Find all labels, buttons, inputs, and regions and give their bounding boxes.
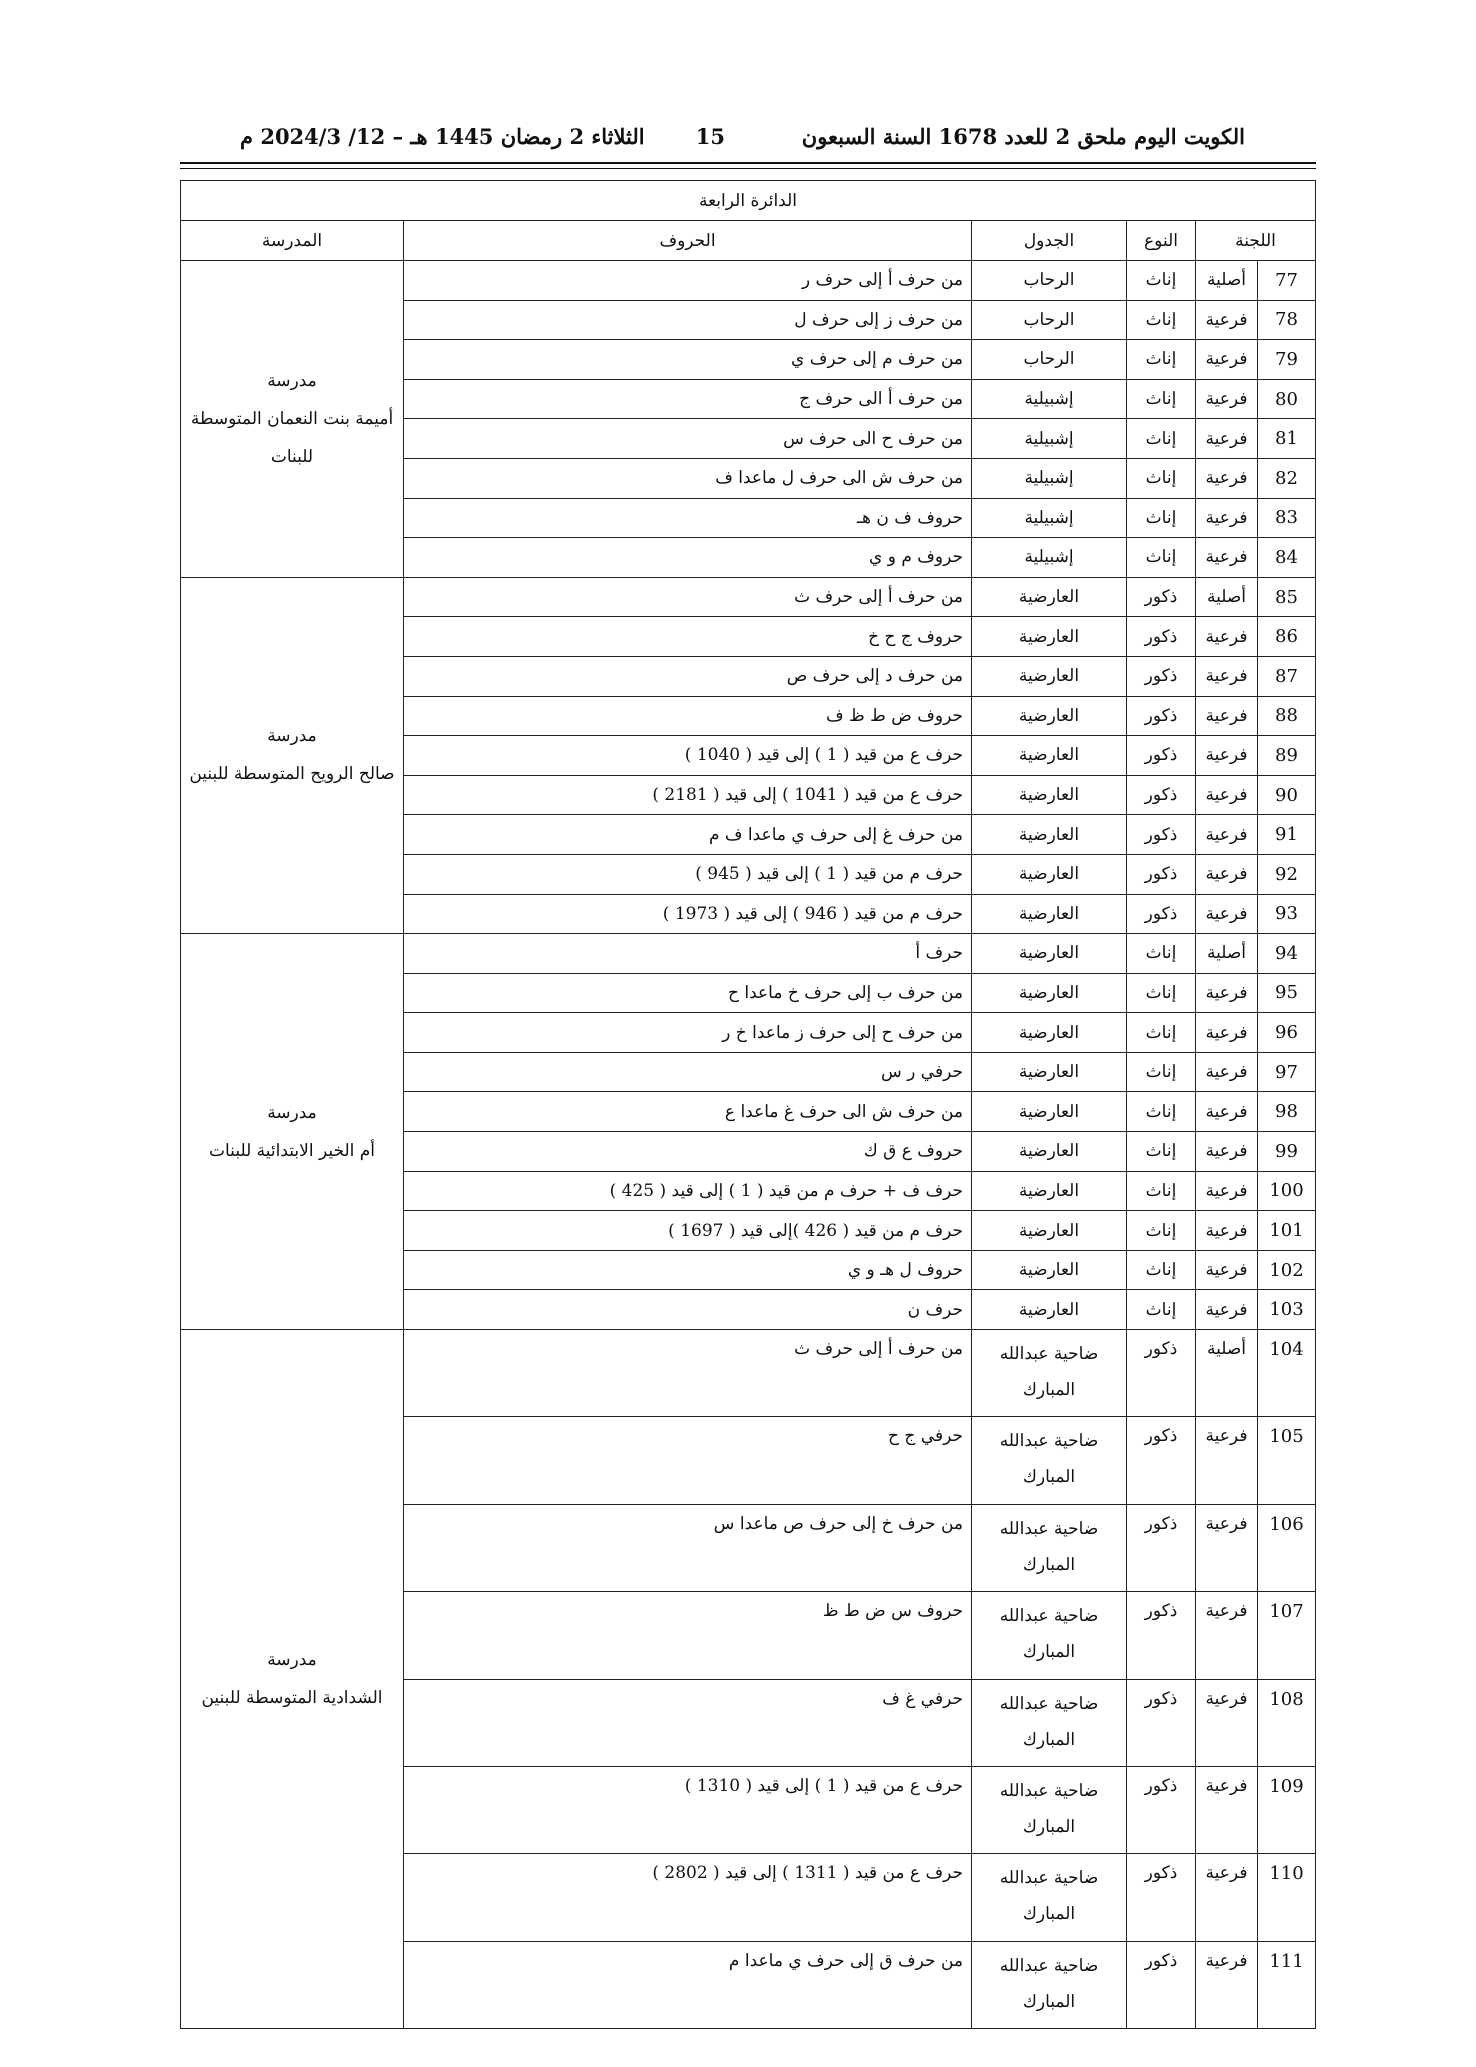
area-table-line: المبارك xyxy=(1022,1816,1076,1837)
committee-kind: أصلية xyxy=(1196,577,1258,617)
letters-range: من حرف ح إلى حرف ز ماعدا خ ر xyxy=(404,1013,972,1053)
letters-range: حرف م من قيد ( 1 ) إلى قيد ( 945 ) xyxy=(404,854,972,894)
committee-number: 104 xyxy=(1258,1330,1316,1417)
area-table-line: ضاحية عبدالله xyxy=(999,1518,1099,1539)
committee-kind: فرعية xyxy=(1196,1132,1258,1172)
voter-type: إناث xyxy=(1127,300,1196,340)
letters-range: من حرف خ إلى حرف ص ماعدا س xyxy=(404,1504,972,1591)
committee-number: 100 xyxy=(1258,1171,1316,1211)
letters-range: حرف م من قيد ( 946 ) إلى قيد ( 1973 ) xyxy=(404,894,972,934)
committee-kind: فرعية xyxy=(1196,498,1258,538)
area-table: الرحاب xyxy=(972,261,1127,301)
committee-kind: فرعية xyxy=(1196,775,1258,815)
committee-number: 103 xyxy=(1258,1290,1316,1330)
area-table xyxy=(972,1504,1127,1591)
voter-type: إناث xyxy=(1127,419,1196,459)
letters-range: حروف م و ي xyxy=(404,538,972,578)
letters-range: حرفي ج ح xyxy=(404,1417,972,1504)
committee-kind: فرعية xyxy=(1196,1941,1258,2028)
committee-kind: فرعية xyxy=(1196,1171,1258,1211)
committee-kind: فرعية xyxy=(1196,1679,1258,1766)
area-table: العارضية xyxy=(972,934,1127,974)
table-header-row xyxy=(181,221,1316,261)
area-table xyxy=(972,1330,1127,1417)
committee-number: 79 xyxy=(1258,340,1316,380)
area-table: العارضية xyxy=(972,696,1127,736)
header-rule-thin xyxy=(180,168,1316,169)
table-title: الدائرة الرابعة xyxy=(181,181,1316,221)
col-table: الجدول xyxy=(972,221,1127,261)
school-name-line: الشدادية المتوسطة للبنين xyxy=(201,1688,383,1709)
letters-range: حروف ف ن هـ xyxy=(404,498,972,538)
voter-type: ذكور xyxy=(1127,1417,1196,1504)
area-table-line: ضاحية عبدالله xyxy=(999,1955,1099,1976)
area-table-line: ضاحية عبدالله xyxy=(999,1868,1099,1889)
area-table: العارضية xyxy=(972,1092,1127,1132)
col-school: المدرسة xyxy=(181,221,404,261)
committee-kind: فرعية xyxy=(1196,1211,1258,1251)
committee-number: 106 xyxy=(1258,1504,1316,1591)
area-table-line: المبارك xyxy=(1022,1467,1076,1488)
committee-kind: فرعية xyxy=(1196,1417,1258,1504)
committee-kind: فرعية xyxy=(1196,1766,1258,1853)
letters-range: حروف ج ح خ xyxy=(404,617,972,657)
voter-type: إناث xyxy=(1127,1211,1196,1251)
table-row xyxy=(181,261,1316,301)
school-name-line: أم الخير الابتدائية للبنات xyxy=(209,1140,375,1161)
committee-kind: فرعية xyxy=(1196,1092,1258,1132)
voter-type: ذكور xyxy=(1127,1330,1196,1417)
col-type: النوع xyxy=(1127,221,1196,261)
committee-kind: فرعية xyxy=(1196,1854,1258,1941)
area-table-line: ضاحية عبدالله xyxy=(999,1344,1099,1365)
voter-type: ذكور xyxy=(1127,1504,1196,1591)
area-table: العارضية xyxy=(972,1211,1127,1251)
letters-range: حرفي غ ف xyxy=(404,1679,972,1766)
letters-range: من حرف ش الى حرف ل ماعدا ف xyxy=(404,458,972,498)
area-table: إشبيلية xyxy=(972,458,1127,498)
letters-range: من حرف ح الى حرف س xyxy=(404,419,972,459)
committee-number: 90 xyxy=(1258,775,1316,815)
committee-kind: فرعية xyxy=(1196,736,1258,776)
committee-kind: أصلية xyxy=(1196,934,1258,974)
committee-number: 83 xyxy=(1258,498,1316,538)
committee-kind: فرعية xyxy=(1196,1013,1258,1053)
committee-number: 92 xyxy=(1258,854,1316,894)
area-table-line: المبارك xyxy=(1022,1380,1076,1401)
area-table: الرحاب xyxy=(972,300,1127,340)
voter-type: ذكور xyxy=(1127,854,1196,894)
area-table xyxy=(972,1854,1127,1941)
area-table: العارضية xyxy=(972,815,1127,855)
committee-kind: فرعية xyxy=(1196,696,1258,736)
area-table-line: المبارك xyxy=(1022,1554,1076,1575)
table-row xyxy=(181,934,1316,974)
area-table-line: ضاحية عبدالله xyxy=(999,1693,1099,1714)
committee-kind: أصلية xyxy=(1196,261,1258,301)
committee-kind: فرعية xyxy=(1196,815,1258,855)
voter-type: إناث xyxy=(1127,934,1196,974)
committee-number: 88 xyxy=(1258,696,1316,736)
letters-range: من حرف غ إلى حرف ي ماعدا ف م xyxy=(404,815,972,855)
committee-number: 81 xyxy=(1258,419,1316,459)
area-table: العارضية xyxy=(972,854,1127,894)
committee-kind: فرعية xyxy=(1196,538,1258,578)
voter-type: ذكور xyxy=(1127,1941,1196,2028)
letters-range: من حرف ز إلى حرف ل xyxy=(404,300,972,340)
letters-range: حرف ع من قيد ( 1041 ) إلى قيد ( 2181 ) xyxy=(404,775,972,815)
letters-range: من حرف د إلى حرف ص xyxy=(404,656,972,696)
table-row xyxy=(181,577,1316,617)
letters-range: من حرف م إلى حرف ي xyxy=(404,340,972,380)
area-table-line: ضاحية عبدالله xyxy=(999,1431,1099,1452)
area-table: إشبيلية xyxy=(972,379,1127,419)
area-table: الرحاب xyxy=(972,340,1127,380)
committee-number: 107 xyxy=(1258,1592,1316,1679)
voter-type: إناث xyxy=(1127,1132,1196,1172)
col-committee: اللجنة xyxy=(1196,221,1316,261)
committee-number: 85 xyxy=(1258,577,1316,617)
committee-number: 109 xyxy=(1258,1766,1316,1853)
school-name-line: أميمة بنت النعمان المتوسطة xyxy=(190,408,394,429)
committee-kind: أصلية xyxy=(1196,1330,1258,1417)
letters-range: حرف ن xyxy=(404,1290,972,1330)
school-name-line: مدرسة xyxy=(267,1102,317,1123)
committee-kind: فرعية xyxy=(1196,1592,1258,1679)
committee-kind: فرعية xyxy=(1196,854,1258,894)
area-table: العارضية xyxy=(972,973,1127,1013)
area-table: العارضية xyxy=(972,577,1127,617)
page-number: 15 xyxy=(695,124,725,149)
committee-number: 95 xyxy=(1258,973,1316,1013)
area-table: العارضية xyxy=(972,1052,1127,1092)
school-name-line: مدرسة xyxy=(267,726,317,747)
voter-type: ذكور xyxy=(1127,894,1196,934)
committee-kind: فرعية xyxy=(1196,1250,1258,1290)
committee-kind: فرعية xyxy=(1196,894,1258,934)
table-row xyxy=(181,1330,1316,1417)
committee-kind: فرعية xyxy=(1196,1290,1258,1330)
letters-range: من حرف ق إلى حرف ي ماعدا م xyxy=(404,1941,972,2028)
committee-number: 87 xyxy=(1258,656,1316,696)
committee-number: 86 xyxy=(1258,617,1316,657)
committee-number: 89 xyxy=(1258,736,1316,776)
voter-type: ذكور xyxy=(1127,617,1196,657)
letters-range: من حرف أ إلى حرف ث xyxy=(404,577,972,617)
area-table-line: المبارك xyxy=(1022,1904,1076,1925)
area-table-line: المبارك xyxy=(1022,1642,1076,1663)
area-table-line: المبارك xyxy=(1022,1729,1076,1750)
committee-kind: فرعية xyxy=(1196,458,1258,498)
voter-type: ذكور xyxy=(1127,736,1196,776)
school-name-line: مدرسة xyxy=(267,370,317,391)
committee-number: 102 xyxy=(1258,1250,1316,1290)
voter-type: ذكور xyxy=(1127,656,1196,696)
voter-type: إناث xyxy=(1127,340,1196,380)
area-table xyxy=(972,1592,1127,1679)
letters-range: حرف ع من قيد ( 1 ) إلى قيد ( 1040 ) xyxy=(404,736,972,776)
committee-number: 84 xyxy=(1258,538,1316,578)
committee-number: 105 xyxy=(1258,1417,1316,1504)
committee-kind: فرعية xyxy=(1196,656,1258,696)
letters-range: من حرف أ إلى حرف ر xyxy=(404,261,972,301)
voter-type: إناث xyxy=(1127,1250,1196,1290)
voter-type: إناث xyxy=(1127,1052,1196,1092)
school-name-line: صالح الرويح المتوسطة للبنين xyxy=(189,764,395,785)
letters-range: حرف ف + حرف م من قيد ( 1 ) إلى قيد ( 425 ) xyxy=(404,1171,972,1211)
letters-range: حرف أ xyxy=(404,934,972,974)
area-table: العارضية xyxy=(972,656,1127,696)
committee-number: 96 xyxy=(1258,1013,1316,1053)
committee-number: 110 xyxy=(1258,1854,1316,1941)
committee-number: 93 xyxy=(1258,894,1316,934)
committee-number: 108 xyxy=(1258,1679,1316,1766)
committee-number: 94 xyxy=(1258,934,1316,974)
voter-type: ذكور xyxy=(1127,1854,1196,1941)
letters-range: من حرف ش الى حرف غ ماعدا ع xyxy=(404,1092,972,1132)
voter-type: ذكور xyxy=(1127,775,1196,815)
committee-number: 101 xyxy=(1258,1211,1316,1251)
committee-kind: فرعية xyxy=(1196,1504,1258,1591)
committee-number: 82 xyxy=(1258,458,1316,498)
page-header xyxy=(240,118,1245,158)
voter-type: إناث xyxy=(1127,973,1196,1013)
committee-number: 98 xyxy=(1258,1092,1316,1132)
school-name xyxy=(181,577,404,933)
voter-type: ذكور xyxy=(1127,1592,1196,1679)
committee-kind: فرعية xyxy=(1196,973,1258,1013)
issue-info: الكويت اليوم ملحق 2 للعدد 1678 السنة السبعون xyxy=(801,124,1245,149)
area-table xyxy=(972,1679,1127,1766)
committee-number: 91 xyxy=(1258,815,1316,855)
committee-number: 77 xyxy=(1258,261,1316,301)
col-letters: الحروف xyxy=(404,221,972,261)
voter-type: إناث xyxy=(1127,1290,1196,1330)
letters-range: من حرف أ الى حرف ج xyxy=(404,379,972,419)
area-table-line: ضاحية عبدالله xyxy=(999,1780,1099,1801)
area-table-line: ضاحية عبدالله xyxy=(999,1606,1099,1627)
school-name xyxy=(181,934,404,1330)
area-table: العارضية xyxy=(972,1250,1127,1290)
letters-range: حرف ع من قيد ( 1311 ) إلى قيد ( 2802 ) xyxy=(404,1854,972,1941)
committee-number: 80 xyxy=(1258,379,1316,419)
voter-type: ذكور xyxy=(1127,815,1196,855)
table-body xyxy=(181,261,1316,2029)
area-table: العارضية xyxy=(972,894,1127,934)
letters-range: حرف ع من قيد ( 1 ) إلى قيد ( 1310 ) xyxy=(404,1766,972,1853)
letters-range: حروف س ض ط ظ xyxy=(404,1592,972,1679)
committee-kind: فرعية xyxy=(1196,1052,1258,1092)
area-table: العارضية xyxy=(972,1171,1127,1211)
voter-type: إناث xyxy=(1127,458,1196,498)
voter-type: ذكور xyxy=(1127,1766,1196,1853)
voter-type: إناث xyxy=(1127,538,1196,578)
area-table: إشبيلية xyxy=(972,419,1127,459)
committee-kind: فرعية xyxy=(1196,419,1258,459)
area-table: إشبيلية xyxy=(972,498,1127,538)
committee-number: 78 xyxy=(1258,300,1316,340)
voter-type: إناث xyxy=(1127,1092,1196,1132)
voter-type: ذكور xyxy=(1127,1679,1196,1766)
voter-type: ذكور xyxy=(1127,577,1196,617)
school-name-line: للبنات xyxy=(270,446,314,467)
area-table xyxy=(972,1941,1127,2028)
letters-range: حرف م من قيد ( 426 )إلى قيد ( 1697 ) xyxy=(404,1211,972,1251)
school-name xyxy=(181,1330,404,2029)
letters-range: حروف ع ق ك xyxy=(404,1132,972,1172)
committee-kind: فرعية xyxy=(1196,617,1258,657)
school-name xyxy=(181,261,404,578)
voter-type: إناث xyxy=(1127,1013,1196,1053)
committee-kind: فرعية xyxy=(1196,379,1258,419)
area-table xyxy=(972,1417,1127,1504)
letters-range: من حرف ب إلى حرف خ ماعدا ح xyxy=(404,973,972,1013)
area-table: العارضية xyxy=(972,1132,1127,1172)
committee-number: 111 xyxy=(1258,1941,1316,2028)
letters-range: حرفي ر س xyxy=(404,1052,972,1092)
area-table: العارضية xyxy=(972,617,1127,657)
area-table: العارضية xyxy=(972,736,1127,776)
letters-range: حروف ل هـ و ي xyxy=(404,1250,972,1290)
school-name-line: مدرسة xyxy=(267,1650,317,1671)
committees-table xyxy=(180,180,1316,2029)
area-table: العارضية xyxy=(972,1013,1127,1053)
area-table: إشبيلية xyxy=(972,538,1127,578)
voter-type: إناث xyxy=(1127,261,1196,301)
voter-type: إناث xyxy=(1127,1171,1196,1211)
committee-kind: فرعية xyxy=(1196,340,1258,380)
area-table xyxy=(972,1766,1127,1853)
area-table-line: المبارك xyxy=(1022,1991,1076,2012)
voter-type: إناث xyxy=(1127,379,1196,419)
header-rule-thick xyxy=(180,162,1316,164)
area-table: العارضية xyxy=(972,1290,1127,1330)
committee-kind: فرعية xyxy=(1196,300,1258,340)
issue-date: الثلاثاء 2 رمضان 1445 هـ – 12/ 2024/3 م xyxy=(240,124,645,149)
voter-type: إناث xyxy=(1127,498,1196,538)
committee-number: 97 xyxy=(1258,1052,1316,1092)
letters-range: حروف ض ط ظ ف xyxy=(404,696,972,736)
committee-number: 99 xyxy=(1258,1132,1316,1172)
letters-range: من حرف أ إلى حرف ث xyxy=(404,1330,972,1417)
area-table: العارضية xyxy=(972,775,1127,815)
voter-type: ذكور xyxy=(1127,696,1196,736)
